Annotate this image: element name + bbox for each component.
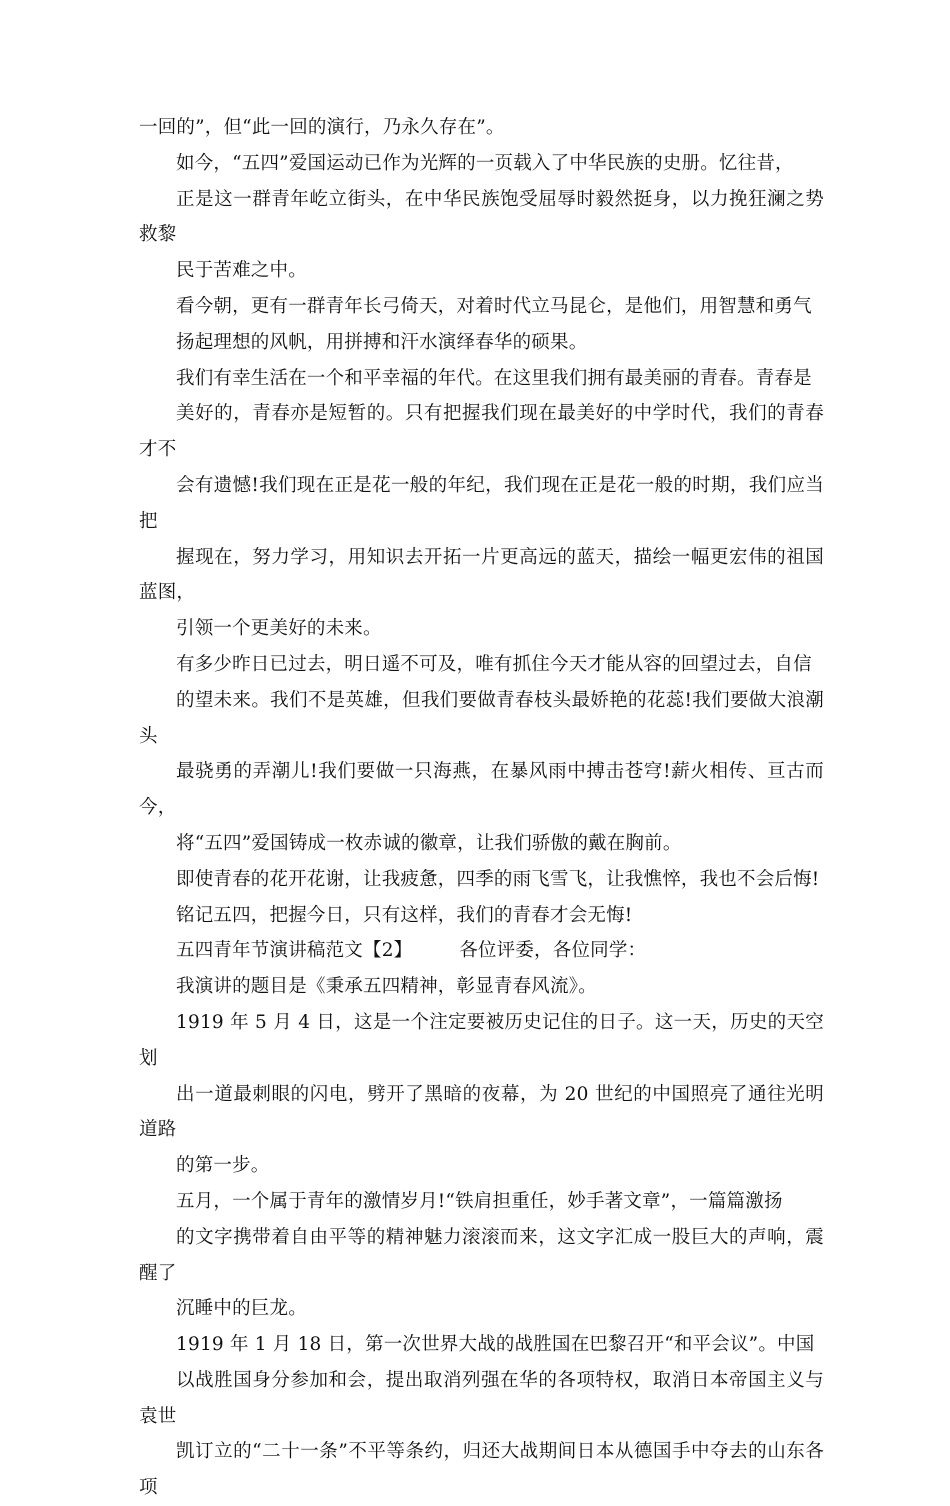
text-line: 凯订立的“二十一条”不平等条约，归还大战期间日本从德国手中夺去的山东各项 (139, 1441, 824, 1499)
text-line: 五四青年节演讲稿范文【2】 各位评委，各位同学： (176, 940, 647, 962)
text-line: 以战胜国身分参加和会，提出取消列强在华的各项特权，取消日本帝国主义与袁世 (139, 1369, 824, 1427)
body-paragraph (139, 1327, 824, 1506)
text-line: 铭记五四，把握今日，只有这样，我们的青春才会无悔! (176, 904, 633, 926)
body-paragraph (139, 862, 824, 898)
body-paragraph (139, 289, 824, 361)
text-line: 出一道最刺眼的闪电，劈开了黑暗的夜幕，为 20 世纪的中国照亮了通往光明道路 (139, 1083, 824, 1141)
text-line: 会有遗憾!我们现在正是花一般的年纪，我们现在正是花一般的时期，我们应当把 (139, 474, 824, 532)
text-line: 如今，“五四”爱国运动已作为光辉的一页载入了中华民族的史册。忆往昔， (176, 152, 794, 174)
text-line: 沉睡中的巨龙。 (176, 1298, 307, 1320)
text-line: 即使青春的花开花谢，让我疲惫，四季的雨飞雪飞，让我憔悴，我也不会后悔! (176, 868, 820, 890)
body-paragraph (139, 1005, 824, 1184)
text-line: 的第一步。 (176, 1155, 270, 1177)
document-page (139, 110, 824, 1506)
text-line: 我演讲的题目是《秉承五四精神，彰显青春风流》。 (176, 976, 597, 998)
body-paragraph (139, 647, 824, 862)
text-line: 握现在，努力学习，用知识去开拓一片更高远的蓝天，描绘一幅更宏伟的祖国蓝图， (139, 546, 824, 604)
text-line: 的文字携带着自由平等的精神魅力滚滚而来，这文字汇成一股巨大的声响，震醒了 (139, 1226, 824, 1284)
text-line: 将“五四”爱国铸成一枚赤诚的徽章，让我们骄傲的戴在胸前。 (176, 832, 682, 854)
text-line: 看今朝，更有一群青年长弓倚天，对着时代立马昆仑，是他们，用智慧和勇气 (176, 295, 812, 317)
body-paragraph (139, 898, 824, 934)
body-paragraph (139, 933, 824, 969)
text-line: 扬起理想的风帆，用拼搏和汗水演绎春华的硕果。 (176, 331, 588, 353)
text-line: 我们有幸生活在一个和平幸福的年代。在这里我们拥有最美丽的青春。青春是 (176, 367, 812, 389)
body-paragraph (139, 110, 824, 146)
text-line: 有多少昨日已过去，明日遥不可及，唯有抓住今天才能从容的回望过去，自信 (176, 653, 812, 675)
text-line: 五月，一个属于青年的激情岁月!“铁肩担重任，妙手著文章”，一篇篇激扬 (176, 1190, 783, 1212)
text-line: 的望未来。我们不是英雄，但我们要做青春枝头最娇艳的花蕊!我们要做大浪潮头 (139, 689, 824, 747)
text-line: 1919 年 1 月 18 日，第一次世界大战的战胜国在巴黎召开“和平会议”。中国 (176, 1334, 815, 1356)
text-line: 1919 年 5 月 4 日，这是一个注定要被历史记住的日子。这一天，历史的天空划 (139, 1011, 824, 1069)
text-line: 引领一个更美好的未来。 (176, 618, 382, 640)
text-line: 一回的”，但“此一回的演行，乃永久存在”。 (139, 117, 505, 138)
body-paragraph (139, 361, 824, 647)
body-paragraph (139, 969, 824, 1005)
body-paragraph (139, 1184, 824, 1327)
body-paragraph (139, 146, 824, 289)
text-line: 最骁勇的弄潮儿!我们要做一只海燕，在暴风雨中搏击苍穹!薪火相传、亘古而今， (139, 761, 824, 819)
text-line: 美好的，青春亦是短暂的。只有把握我们现在最美好的中学时代，我们的青春才不 (139, 403, 824, 461)
text-line: 正是这一群青年屹立街头，在中华民族饱受屈辱时毅然挺身，以力挽狂澜之势救黎 (139, 188, 824, 246)
text-line: 民于苦难之中。 (176, 260, 307, 282)
